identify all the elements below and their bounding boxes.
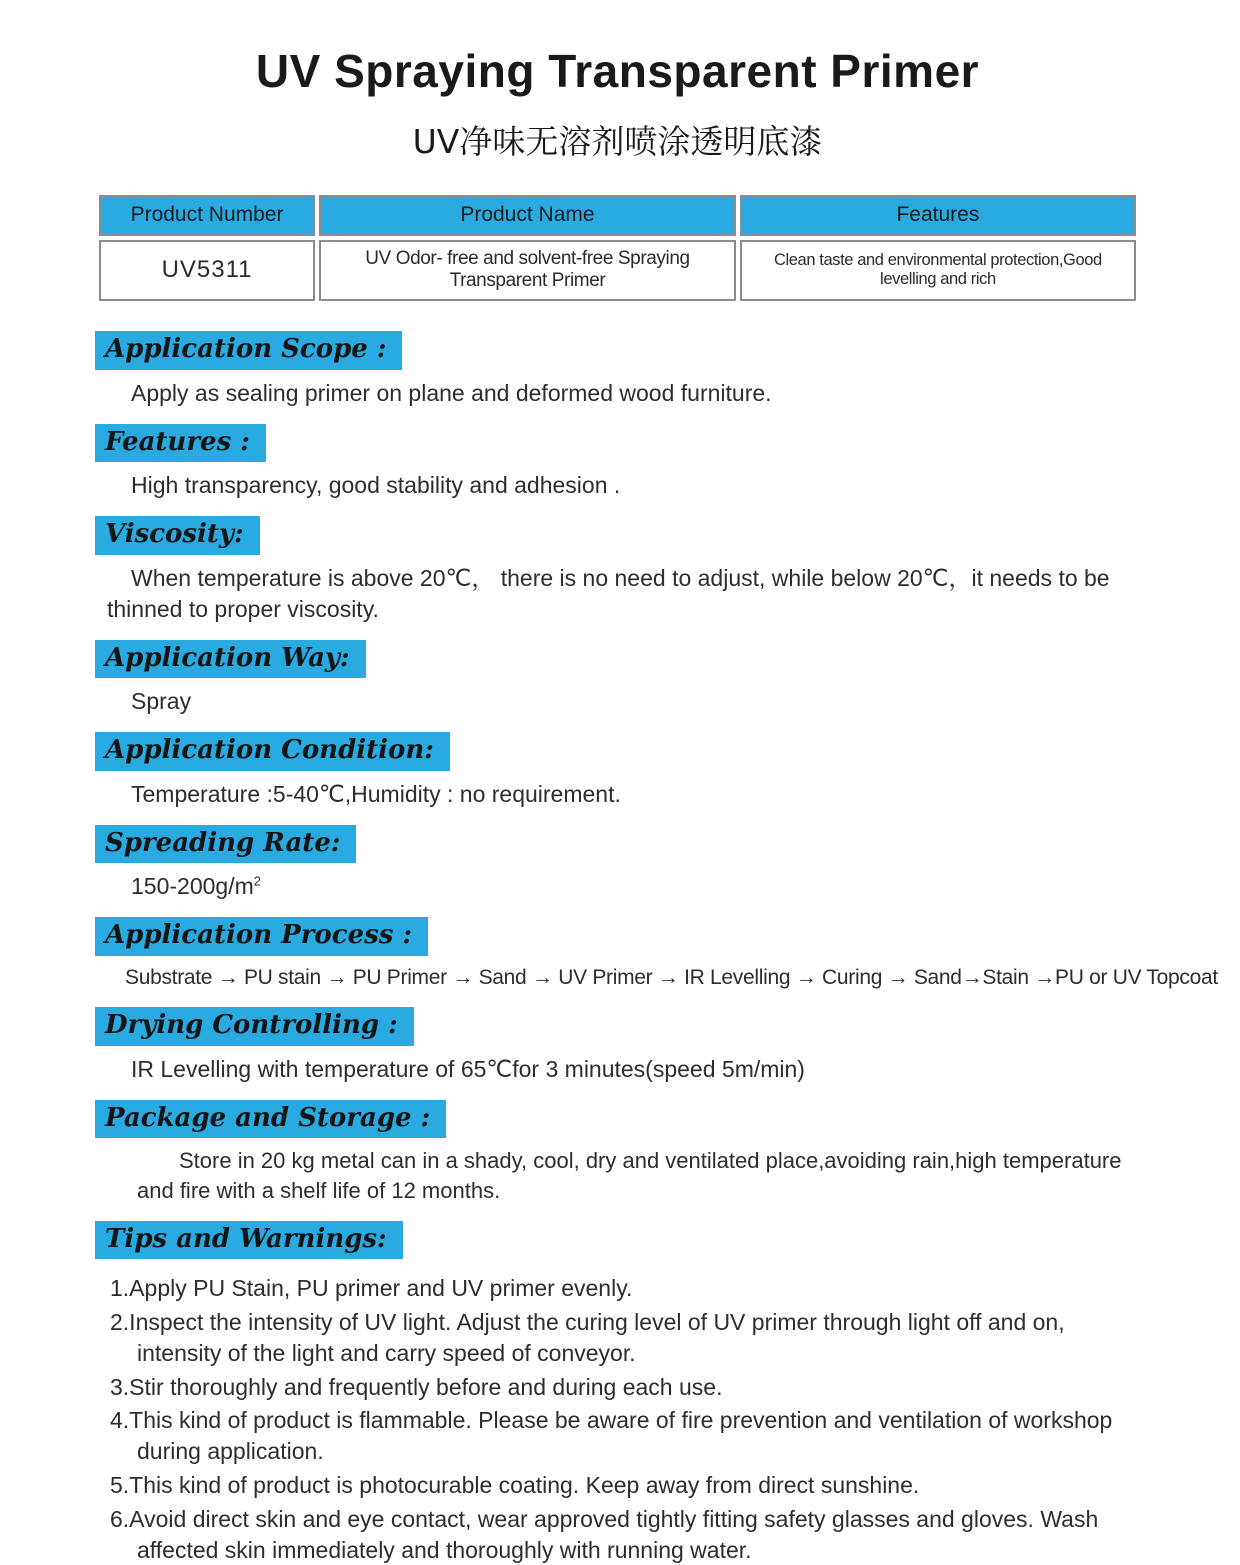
product-table	[95, 191, 1140, 305]
section-body-application-process: Substrate → PU stain → PU Primer → Sand → UV Primer → IR Levelling → Curing → Sand→Stain →PU or UV Topcoat	[125, 965, 1218, 989]
section-application-way	[95, 640, 1140, 718]
section-heading-package-storage: Package and Storage :	[95, 1100, 446, 1139]
spreading-rate-value: 150-200g/m	[131, 873, 254, 900]
section-heading-application-process: Application Process :	[95, 917, 428, 956]
sections-container	[95, 331, 1218, 1565]
cell-features: Clean taste and environmental protection,Good levelling and rich	[740, 240, 1136, 301]
tip-item-3: 3.Stir thoroughly and frequently before and during each use.	[110, 1373, 723, 1400]
page-title: UV Spraying Transparent Primer	[255, 45, 980, 97]
tip-item-6: 6.Avoid direct skin and eye contact, wear approved tightly fitting safety glasses and gloves. Wash affected skin immediately and thoroughly with running water.	[110, 1505, 1099, 1563]
section-application-condition	[95, 732, 1140, 810]
column-header-product-number: Product Number	[99, 195, 315, 236]
section-heading-drying-controlling: Drying Controlling :	[95, 1007, 414, 1046]
section-tips-warnings	[95, 1221, 1140, 1565]
section-heading-viscosity: Viscosity:	[95, 516, 260, 555]
section-body-package-storage: Store in 20 kg metal can in a shady, cool, dry and ventilated place,avoiding rain,high temperature and fire with a shelf life of 12 months.	[137, 1148, 1122, 1203]
spreading-rate-superscript: 2	[253, 873, 261, 889]
section-heading-features: Features :	[95, 424, 266, 463]
section-application-scope	[95, 331, 1140, 409]
section-package-storage	[95, 1100, 1140, 1206]
tip-item-5: 5.This kind of product is photocurable coating. Keep away from direct sunshine.	[110, 1471, 920, 1498]
section-body-features: High transparency, good stability and adhesion .	[131, 472, 621, 499]
tip-item-2: 2.Inspect the intensity of UV light. Adjust the curing level of UV primer through light off and on, intensity of the light and carry speed of conveyor.	[110, 1308, 1065, 1366]
section-heading-application-condition: Application Condition:	[95, 732, 450, 771]
section-heading-application-scope: Application Scope :	[95, 331, 402, 370]
section-heading-spreading-rate: Spreading Rate:	[95, 825, 356, 864]
section-drying-controlling	[95, 1007, 1140, 1085]
column-header-product-name: Product Name	[319, 195, 736, 236]
cell-product-number: UV5311	[99, 240, 315, 301]
section-body-application-way: Spray	[131, 688, 192, 715]
section-application-process	[95, 917, 1218, 992]
cell-product-name: UV Odor- free and solvent-free Spraying Transparent Primer	[319, 240, 736, 301]
section-spreading-rate	[95, 825, 1140, 903]
tips-list	[95, 1273, 1140, 1565]
section-body-application-scope: Apply as sealing primer on plane and deformed wood furniture.	[131, 379, 772, 406]
section-body-spreading-rate	[95, 871, 1140, 902]
section-features	[95, 424, 1140, 502]
page-subtitle-chinese: UV净味无溶剂喷涂透明底漆	[412, 122, 823, 161]
section-heading-tips-warnings: Tips and Warnings:	[95, 1221, 403, 1260]
section-body-application-condition: Temperature :5-40℃,Humidity : no requirement.	[131, 780, 621, 807]
table-row	[99, 240, 1136, 301]
column-header-features: Features	[740, 195, 1136, 236]
section-body-drying-controlling: IR Levelling with temperature of 65℃for 3 minutes(speed 5m/min)	[131, 1055, 805, 1082]
section-viscosity	[95, 516, 1140, 625]
section-heading-application-way: Application Way:	[95, 640, 366, 679]
section-body-viscosity: When temperature is above 20℃， there is no need to adjust, while below 20℃，it needs to be thinned to proper viscosity.	[107, 564, 1110, 622]
table-header-row	[99, 195, 1136, 236]
tip-item-4: 4.This kind of product is flammable. Please be aware of fire prevention and ventilation of workshop during application.	[110, 1407, 1113, 1465]
tip-item-1: 1.Apply PU Stain, PU primer and UV primer evenly.	[110, 1275, 633, 1302]
